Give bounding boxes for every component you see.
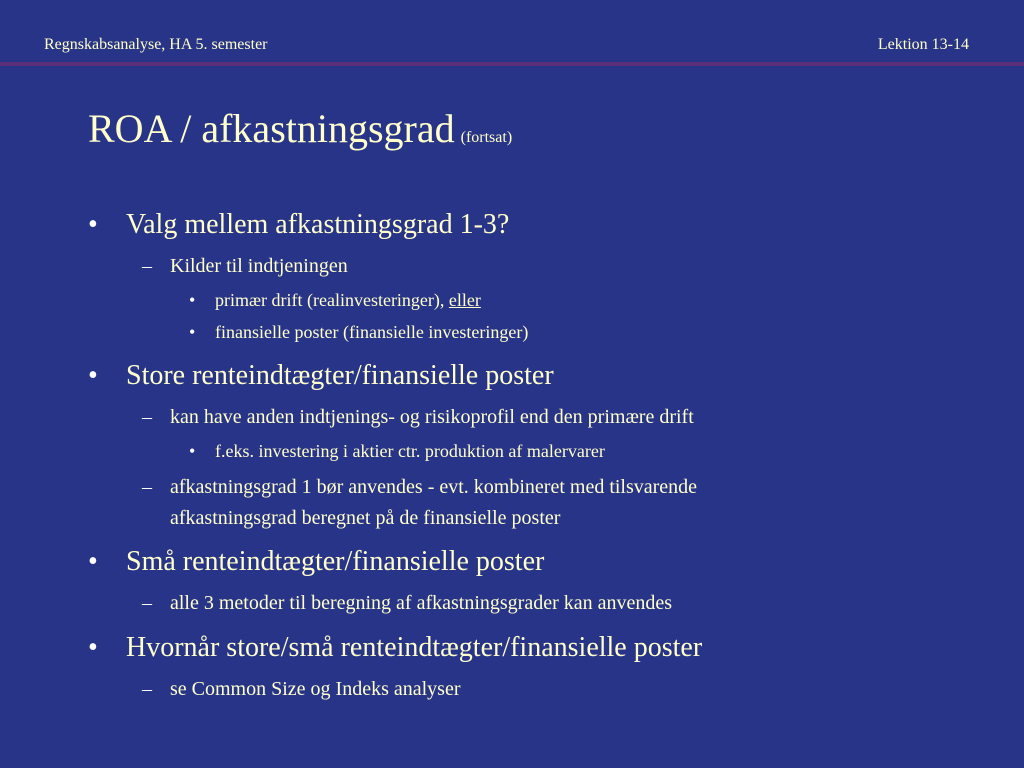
bullet-dot-icon: •	[189, 441, 196, 461]
course-name: Regnskabsanalyse, HA 5. semester	[44, 36, 268, 53]
slide-title	[88, 105, 512, 162]
bullet-text: Store renteindtægter/finansielle poster	[126, 360, 554, 391]
sub-bullet-item	[142, 676, 461, 702]
sub-sub-bullet-text: finansielle poster (finansielle investeringer)	[215, 322, 529, 342]
dash-icon: –	[142, 255, 152, 277]
sub-bullet-text: Kilder til indtjeningen	[170, 255, 348, 277]
bullet-item	[88, 545, 545, 579]
sub-sub-bullet-item	[189, 321, 529, 343]
bullet-text: Små renteindtægter/finansielle poster	[126, 546, 545, 577]
bullet-text: Valg mellem afkastningsgrad 1-3?	[126, 209, 510, 240]
sub-bullet-item	[142, 253, 348, 279]
sub-sub-bullet-item	[189, 440, 605, 462]
sub-bullet-item	[142, 474, 698, 500]
bullet-dot-icon: •	[88, 546, 98, 577]
bullet-dot-icon: •	[189, 322, 196, 342]
bullet-item	[88, 359, 554, 393]
sub-sub-bullet-item	[189, 289, 481, 311]
header-divider	[0, 62, 1024, 66]
sub-sub-bullet-text: primær drift (realinvesteringer),	[215, 290, 449, 310]
sub-sub-bullet-text: f.eks. investering i aktier ctr. produktion af malervarer	[215, 441, 605, 461]
sub-bullet-text: alle 3 metoder til beregning af afkastningsgrader kan anvendes	[170, 592, 673, 614]
sub-bullet-text: afkastningsgrad beregnet på de finansielle poster	[170, 507, 561, 529]
bullet-item	[88, 631, 703, 665]
sub-bullet-continuation	[170, 505, 560, 531]
bullet-dot-icon: •	[88, 209, 98, 240]
underlined-word: eller	[448, 290, 481, 310]
bullet-dot-icon: •	[189, 290, 196, 310]
dash-icon: –	[142, 592, 152, 614]
bullet-dot-icon: •	[88, 632, 98, 663]
bullet-text: Hvornår store/små renteindtægter/finansielle poster	[126, 632, 703, 663]
slide-title-text: ROA / afkastningsgrad	[88, 106, 455, 151]
bullet-dot-icon: •	[88, 360, 98, 391]
sub-bullet-item	[142, 590, 673, 616]
lecture-number: Lektion 13-14	[877, 36, 969, 53]
dash-icon: –	[142, 476, 152, 498]
slide-title-suffix: (fortsat)	[460, 129, 513, 146]
bullet-item	[88, 208, 510, 242]
dash-icon: –	[142, 406, 152, 428]
sub-bullet-text: se Common Size og Indeks analyser	[170, 678, 461, 700]
sub-bullet-item	[142, 404, 694, 430]
sub-bullet-text: kan have anden indtjenings- og risikoprofil end den primære drift	[170, 406, 694, 428]
sub-bullet-text: afkastningsgrad 1 bør anvendes - evt. kombineret med tilsvarende	[170, 476, 698, 498]
dash-icon: –	[142, 678, 152, 700]
